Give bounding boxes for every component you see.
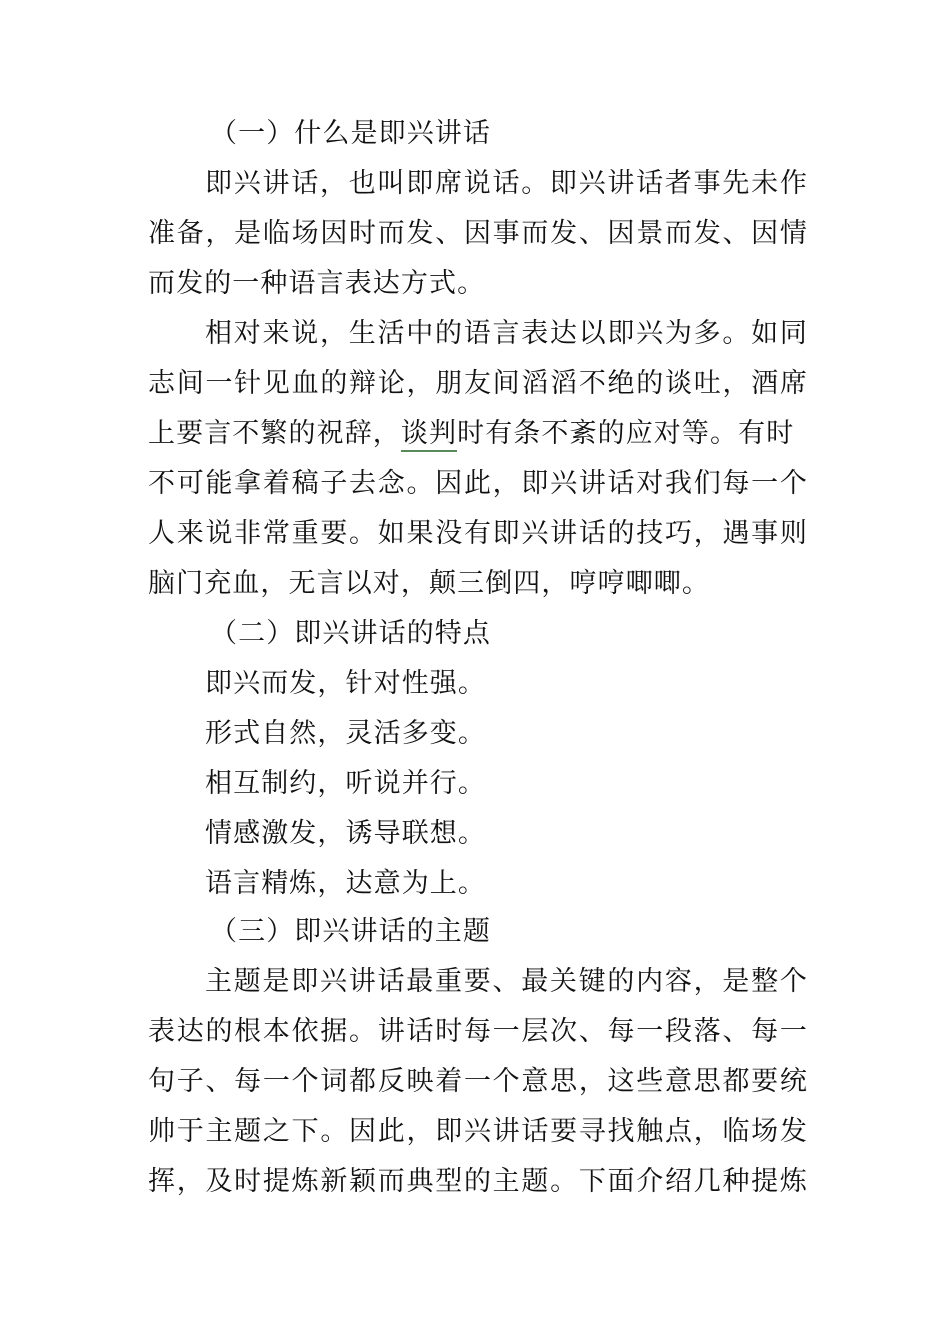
paragraph-line <box>148 416 808 452</box>
list-item: 情感激发，诱导联想。 <box>205 818 486 849</box>
paragraph-line: 志间一针见血的辩论，朋友间滔滔不绝的谈吐，酒席 <box>148 368 808 399</box>
paragraph-line: 相对来说，生活中的语言表达以即兴为多。如同 <box>205 318 808 349</box>
paragraph-line: 主题是即兴讲话最重要、最关键的内容，是整个 <box>205 966 808 997</box>
list-item: 相互制约，听说并行。 <box>205 768 486 799</box>
paragraph-line: 不可能拿着稿子去念。因此，即兴讲话对我们每一个 <box>148 468 808 499</box>
text-segment: 上要言不繁的祝辞， <box>148 418 401 449</box>
list-item: 形式自然，灵活多变。 <box>205 718 486 749</box>
paragraph-line: 帅于主题之下。因此，即兴讲话要寻找触点，临场发 <box>148 1116 808 1147</box>
paragraph-line: 即兴讲话，也叫即席说话。即兴讲话者事先未作 <box>205 168 808 199</box>
paragraph-line: 人来说非常重要。如果没有即兴讲话的技巧，遇事则 <box>148 518 808 549</box>
paragraph-line: 挥，及时提炼新颖而典型的主题。下面介绍几种提炼 <box>148 1166 808 1197</box>
list-item: 语言精炼，达意为上。 <box>205 868 486 899</box>
paragraph-line: 句子、每一个词都反映着一个意思，这些意思都要统 <box>148 1066 808 1097</box>
section-heading-3: （三）即兴讲话的主题 <box>210 916 491 947</box>
section-heading-2: （二）即兴讲话的特点 <box>210 618 491 649</box>
underlined-word: 谈判 <box>401 418 457 452</box>
paragraph-line: 准备，是临场因时而发、因事而发、因景而发、因情 <box>148 218 808 249</box>
text-segment: 时有条不紊的应对等。有时 <box>457 418 795 449</box>
section-heading-1: （一）什么是即兴讲话 <box>210 118 491 149</box>
list-item: 即兴而发，针对性强。 <box>205 668 486 699</box>
paragraph-line: 脑门充血，无言以对，颠三倒四，哼哼唧唧。 <box>148 568 710 599</box>
paragraph-line: 而发的一种语言表达方式。 <box>148 268 486 299</box>
paragraph-line: 表达的根本依据。讲话时每一层次、每一段落、每一 <box>148 1016 808 1047</box>
